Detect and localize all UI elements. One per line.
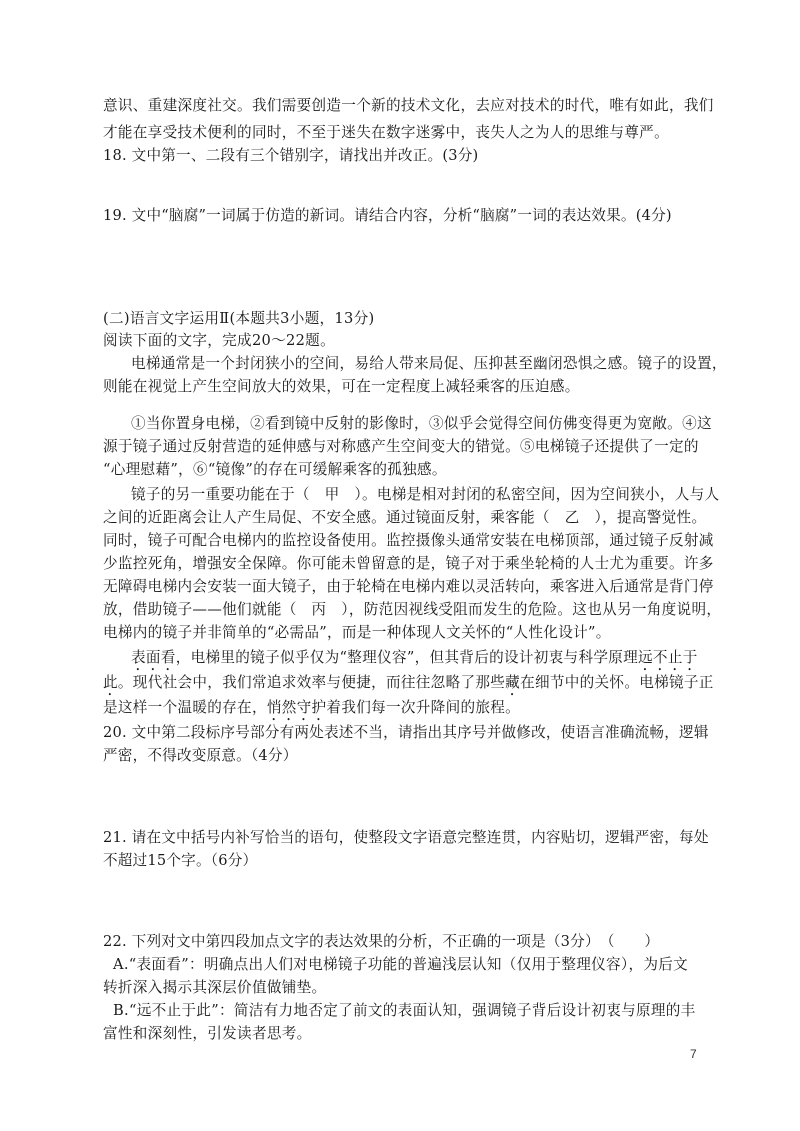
question-21-line: 不超过15个字。（6分）: [103, 852, 258, 869]
dotted-text: 悄然守护: [266, 699, 327, 716]
passage-line: “心理慰藉”，⑥“镜像”的存在可缓解乘客的孤独感。: [103, 461, 447, 478]
passage-line: 源于镜子通过反射营造的延伸感与对称感产生空间变大的错觉。⑤电梯镜子还提供了一定的: [103, 438, 699, 455]
text-line: 意识、重建深度社交。我们需要创造一个新的技术文化，去应对技术的时代，唯有如此，我们: [103, 97, 714, 114]
passage-line: 放，借助镜子——他们就能（ 丙 ），防范因视线受阻而发生的危险。这也从另一角度说明，: [103, 601, 722, 618]
passage-text: 在细节中的关怀。电梯镜子正: [520, 674, 714, 691]
passage-line: 镜子的另一重要功能在于（ 甲 ）。电梯是相对封闭的私密空间，因为空间狭小，人与人: [131, 486, 720, 503]
passage-line: [103, 673, 714, 699]
option-b-line: 富性和深刻性，引发读者思考。: [103, 1025, 312, 1042]
option-a-line: A.“表面看”：明确点出人们对电梯镜子功能的普遍浅层认知（仅用于整理仪容），为后文: [113, 956, 689, 973]
question-22-stem: 22. 下列对文中第四段加点文字的表达效果的分析，不正确的一项是（3分） （ ）: [103, 933, 660, 950]
passage-text: 着我们每一次升降间的旅程。: [326, 699, 521, 716]
page-number: 7: [690, 1047, 697, 1061]
passage-line: [103, 698, 697, 724]
question-20-line: 严密，不得改变原意。（4分）: [103, 747, 298, 764]
question-19: 19. 文中“脑腐”一词属于仿造的新词。请结合内容，分析“脑腐”一词的表达效果。(4分): [103, 207, 672, 224]
text-line: 才能在享受技术便利的同时，不至于迷失在数字迷雾中，丧失人之为人的思维与尊严。: [103, 124, 669, 141]
passage-line: ①当你置身电梯，②看到镜中反射的影像时，③似乎会觉得空间仿佛变得更为宽敞。④这: [131, 415, 712, 432]
passage-line: 同时，镜子可配合电梯内的监控设备使用。监控摄像头通常安装在电梯顶部，通过镜子反射减: [103, 532, 714, 549]
passage-text: 是这样一个温暖的存在，: [103, 699, 267, 716]
passage-line: 电梯内的镜子并非简单的“必需品”，而是一种体现人文关怀的“人性化设计”。: [103, 624, 611, 641]
dotted-text: 表面看: [131, 649, 176, 666]
option-b-line: B.“远不止于此”：简洁有力地否定了前文的表面认知，强调镜子背后设计初衷与原理的丰: [113, 1002, 696, 1019]
dotted-text: 藏: [505, 674, 521, 691]
section-instruction: 阅读下面的文字，完成20～22题。: [103, 332, 335, 349]
option-a-line: 转折深入揭示其深层价值做铺垫。: [103, 979, 327, 996]
dotted-text: 远不止于: [638, 649, 698, 666]
question-21-line: 21. 请在文中括号内补写恰当的语句，使整段文字语意完整连贯，内容贴切，逻辑严密，每处: [103, 829, 709, 846]
passage-line: [131, 648, 697, 674]
passage-line: 则能在视觉上产生空间放大的效果，可在一定程度上减轻乘客的压迫感。: [103, 378, 580, 395]
dotted-text: 此: [103, 674, 118, 691]
passage-line: 之间的近距离会让人产生局促、不安全感。通过镜面反射，乘客能（ 乙 ），提高警觉性。: [103, 509, 707, 526]
passage-text: 。现代社会中，我们常追求效率与便捷，而往往忽略了那些: [117, 674, 506, 691]
passage-text: ，电梯里的镜子似乎仅为“整理仪容”，但其背后的设计初衷与科学原理: [175, 649, 639, 666]
section-heading: (二)语言文字运用Ⅱ(本题共3小题，13分): [103, 310, 375, 327]
passage-line: 电梯通常是一个封闭狭小的空间，易给人带来局促、压抑甚至幽闭恐惧之感。镜子的设置，: [131, 355, 727, 372]
passage-line: 无障碍电梯内会安装一面大镜子，由于轮椅在电梯内难以灵活转向，乘客进入后通常是背门停: [103, 578, 714, 595]
question-20-line: 20. 文中第二段标序号部分有两处表述不当，请指出其序号并做修改，使语言准确流畅，逻辑: [103, 724, 709, 741]
question-18: 18. 文中第一、二段有三个错别字，请找出并改正。(3分): [103, 147, 479, 164]
passage-line: 少监控死角，增强安全保障。你可能未曾留意的是，镜子对于乘坐轮椅的人士尤为重要。许多: [103, 555, 714, 572]
